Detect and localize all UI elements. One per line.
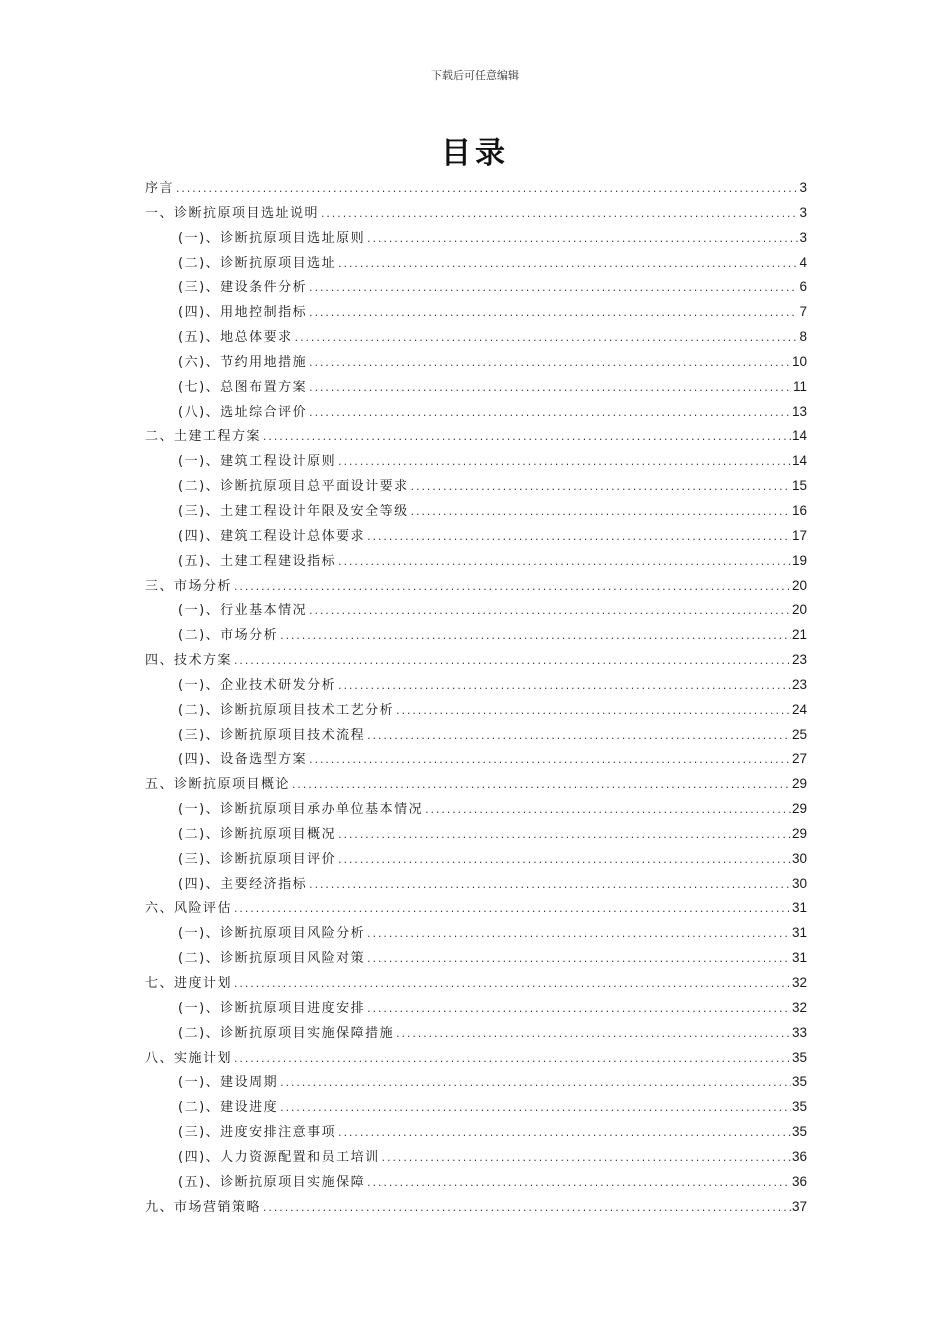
toc-entry[interactable]: [145, 723, 807, 748]
toc-leader-dots: [308, 377, 792, 402]
toc-entry-label: (一)、行业基本情况: [178, 603, 308, 619]
toc-entry[interactable]: [145, 325, 807, 350]
toc-entry-page-number: 35: [791, 1124, 807, 1140]
toc-leader-dots: [308, 874, 791, 899]
toc-entry[interactable]: [145, 499, 807, 524]
toc-entry[interactable]: [145, 176, 807, 201]
toc-entry-label: 二、土建工程方案: [145, 429, 262, 445]
toc-entry[interactable]: [145, 996, 807, 1021]
toc-leader-dots: [294, 327, 799, 352]
toc-entry-label: (二)、诊断抗原项目技术工艺分析: [178, 702, 395, 718]
toc-leader-dots: [337, 1122, 791, 1147]
toc-entry-label: (三)、诊断抗原项目技术流程: [178, 727, 366, 743]
toc-entry-page-number: 27: [791, 751, 807, 767]
toc-entry-label: 六、风险评估: [145, 901, 233, 917]
toc-leader-dots: [337, 551, 791, 576]
toc-entry-page-number: 32: [791, 975, 807, 990]
toc-entry-label: (三)、进度安排注意事项: [178, 1125, 337, 1141]
toc-entry-label: 三、市场分析: [145, 578, 233, 594]
toc-leader-dots: [291, 774, 791, 799]
toc-entry[interactable]: [145, 226, 807, 251]
toc-leader-dots: [366, 1172, 791, 1197]
toc-leader-dots: [395, 1023, 791, 1048]
toc-entry-page-number: 14: [791, 428, 807, 444]
toc-leader-dots: [308, 302, 798, 327]
toc-entry-label: (一)、建设周期: [178, 1075, 279, 1091]
toc-leader-dots: [233, 973, 791, 998]
toc-entry-label: (二)、诊断抗原项目实施保障措施: [178, 1025, 395, 1041]
toc-entry[interactable]: [145, 822, 807, 847]
toc-leader-dots: [410, 501, 791, 526]
toc-entry[interactable]: [145, 574, 807, 599]
toc-leader-dots: [366, 725, 791, 750]
toc-entry-page-number: 35: [791, 1049, 807, 1065]
toc-leader-dots: [233, 898, 791, 923]
toc-entry[interactable]: [145, 474, 807, 499]
toc-entry-page-number: 20: [791, 577, 807, 593]
toc-leader-dots: [308, 352, 791, 377]
toc-entry-label: (七)、总图布置方案: [178, 379, 308, 395]
toc-leader-dots: [308, 749, 791, 774]
toc-leader-dots: [308, 277, 798, 302]
toc-entry-page-number: 30: [791, 850, 807, 866]
toc-entry-label: (五)、地总体要求: [178, 330, 293, 346]
toc-entry-label: (一)、诊断抗原项目风险分析: [178, 926, 366, 942]
toc-entry[interactable]: [145, 797, 807, 822]
toc-leader-dots: [175, 178, 798, 203]
toc-entry[interactable]: [145, 1095, 807, 1120]
toc-entry-label: 八、实施计划: [145, 1050, 233, 1066]
toc-entry-page-number: 7: [799, 304, 807, 320]
toc-entry[interactable]: [145, 201, 807, 226]
toc-leader-dots: [381, 1147, 791, 1172]
toc-entry-page-number: 31: [791, 950, 807, 966]
toc-entry-label: (四)、设备选型方案: [178, 752, 308, 768]
toc-leader-dots: [366, 998, 791, 1023]
toc-entry[interactable]: [145, 300, 807, 325]
toc-entry-page-number: 35: [791, 1099, 807, 1115]
toc-leader-dots: [233, 1048, 791, 1073]
toc-entry-label: (二)、诊断抗原项目选址: [178, 255, 337, 271]
toc-entry-page-number: 23: [791, 676, 807, 692]
toc-entry[interactable]: [145, 896, 807, 921]
toc-entry[interactable]: [145, 673, 807, 698]
toc-leader-dots: [279, 1072, 791, 1097]
toc-entry[interactable]: [145, 251, 807, 276]
toc-entry-page-number: 20: [791, 602, 807, 618]
toc-entry-page-number: 8: [799, 329, 807, 345]
toc-entry-label: (二)、诊断抗原项目总平面设计要求: [178, 479, 409, 495]
toc-entry-label: (四)、主要经济指标: [178, 876, 308, 892]
toc-entry[interactable]: [145, 872, 807, 897]
toc-entry-label: (五)、诊断抗原项目实施保障: [178, 1174, 366, 1190]
toc-entry-label: (五)、土建工程建设指标: [178, 553, 337, 569]
toc-leader-dots: [337, 849, 791, 874]
toc-entry-page-number: 30: [791, 875, 807, 891]
toc-entry[interactable]: [145, 598, 807, 623]
toc-entry[interactable]: [145, 698, 807, 723]
toc-entry-label: (二)、建设进度: [178, 1100, 279, 1116]
toc-entry-label: 九、市场营销策略: [145, 1199, 262, 1215]
toc-entry-page-number: 25: [791, 726, 807, 742]
toc-entry-label: (三)、建设条件分析: [178, 280, 308, 296]
toc-entry-page-number: 16: [791, 502, 807, 518]
toc-leader-dots: [337, 451, 791, 476]
toc-entry-label: 序言: [145, 181, 175, 196]
toc-entry[interactable]: [145, 1021, 807, 1046]
toc-entry-label: (二)、诊断抗原项目概况: [178, 826, 337, 842]
toc-entry-page-number: 24: [791, 701, 807, 717]
toc-entry[interactable]: [145, 921, 807, 946]
toc-entry-page-number: 13: [791, 403, 807, 419]
toc-leader-dots: [410, 476, 791, 501]
toc-entry[interactable]: [145, 971, 807, 996]
toc-entry-label: (二)、市场分析: [178, 628, 279, 644]
toc-entry[interactable]: [145, 424, 807, 449]
toc-entry[interactable]: [145, 350, 807, 375]
toc-entry[interactable]: [145, 847, 807, 872]
toc-leader-dots: [366, 526, 791, 551]
toc-leader-dots: [233, 650, 791, 675]
toc-entry[interactable]: [145, 946, 807, 971]
toc-entry-label: (二)、诊断抗原项目风险对策: [178, 951, 366, 967]
toc-entry-page-number: 35: [791, 1074, 807, 1090]
toc-entry-page-number: 29: [791, 825, 807, 841]
toc-leader-dots: [233, 576, 791, 601]
toc-entry-page-number: 23: [791, 652, 807, 668]
toc-leader-dots: [337, 675, 791, 700]
toc-entry-page-number: 31: [791, 925, 807, 941]
toc-leader-dots: [320, 203, 798, 228]
toc-entry-page-number: 36: [791, 1173, 807, 1189]
toc-entry[interactable]: [145, 275, 807, 300]
toc-leader-dots: [337, 824, 791, 849]
toc-entry[interactable]: [145, 648, 807, 673]
toc-entry-page-number: 19: [791, 552, 807, 568]
toc-entry-page-number: 4: [799, 254, 807, 270]
toc-entry-page-number: 32: [791, 999, 807, 1015]
toc-entry-label: (三)、诊断抗原项目评价: [178, 851, 337, 867]
toc-entry-page-number: 31: [791, 900, 807, 916]
toc-entry[interactable]: [145, 1046, 807, 1071]
toc-entry-page-number: 29: [791, 776, 807, 792]
toc-entry-label: (六)、节约用地措施: [178, 354, 308, 370]
toc-leader-dots: [424, 799, 791, 824]
toc-entry-label: (八)、选址综合评价: [178, 404, 308, 420]
toc-entry-page-number: 11: [792, 378, 807, 394]
toc-entry-page-number: 10: [791, 353, 807, 369]
page-title: 目录: [441, 136, 509, 171]
toc-entry-label: (一)、建筑工程设计原则: [178, 454, 337, 470]
toc-entry-page-number: 33: [791, 1024, 807, 1040]
toc-leader-dots: [366, 923, 791, 948]
toc-entry-page-number: 3: [799, 180, 807, 195]
toc-leader-dots: [308, 402, 791, 427]
toc-entry-label: 一、诊断抗原项目选址说明: [145, 205, 320, 221]
toc-entry-page-number: 3: [799, 204, 807, 220]
toc-entry-label: (一)、诊断抗原项目进度安排: [178, 1000, 366, 1016]
toc-entry-page-number: 3: [799, 229, 807, 245]
toc-leader-dots: [279, 625, 791, 650]
toc-entry[interactable]: [145, 1120, 807, 1145]
toc-leader-dots: [395, 700, 791, 725]
toc-leader-dots: [262, 1197, 791, 1222]
toc-entry[interactable]: [145, 772, 807, 797]
toc-entry-label: (四)、人力资源配置和员工培训: [178, 1149, 380, 1165]
toc-entry-page-number: 29: [791, 801, 807, 817]
toc-entry[interactable]: [145, 1170, 807, 1195]
toc-entry-page-number: 21: [791, 627, 807, 643]
toc-entry-page-number: 15: [791, 478, 807, 494]
toc-leader-dots: [366, 948, 791, 973]
toc-entry[interactable]: [145, 747, 807, 772]
toc-entry[interactable]: [145, 549, 807, 574]
toc-entry-label: (四)、用地控制指标: [178, 305, 308, 321]
toc-leader-dots: [366, 228, 798, 253]
toc-entry-label: (一)、诊断抗原项目承办单位基本情况: [178, 802, 424, 818]
toc-leader-dots: [262, 426, 791, 451]
toc-entry-page-number: 36: [791, 1148, 807, 1164]
toc-entry[interactable]: [145, 1195, 807, 1220]
toc-entry-label: 四、技术方案: [145, 653, 233, 669]
toc-entry-page-number: 17: [791, 527, 807, 543]
toc-entry-label: 五、诊断抗原项目概论: [145, 777, 291, 793]
toc-entry[interactable]: [145, 1070, 807, 1095]
toc-entry-page-number: 37: [791, 1198, 807, 1214]
toc-entry-page-number: 6: [799, 279, 807, 295]
toc-entry-page-number: 14: [791, 453, 807, 469]
toc-leader-dots: [308, 600, 791, 625]
table-of-contents: [145, 176, 807, 1219]
toc-entry[interactable]: [145, 449, 807, 474]
toc-entry-label: 七、进度计划: [145, 976, 233, 991]
toc-entry-label: (四)、建筑工程设计总体要求: [178, 528, 366, 544]
toc-entry[interactable]: [145, 375, 807, 400]
toc-entry[interactable]: [145, 623, 807, 648]
toc-leader-dots: [337, 253, 798, 278]
toc-entry-label: (一)、诊断抗原项目选址原则: [178, 230, 366, 246]
toc-entry[interactable]: [145, 524, 807, 549]
toc-entry-label: (一)、企业技术研发分析: [178, 677, 337, 693]
page-header-note: 下载后可任意编辑: [431, 69, 519, 82]
toc-entry-label: (三)、土建工程设计年限及安全等级: [178, 503, 409, 519]
toc-entry[interactable]: [145, 400, 807, 425]
toc-entry[interactable]: [145, 1145, 807, 1170]
toc-leader-dots: [279, 1097, 791, 1122]
